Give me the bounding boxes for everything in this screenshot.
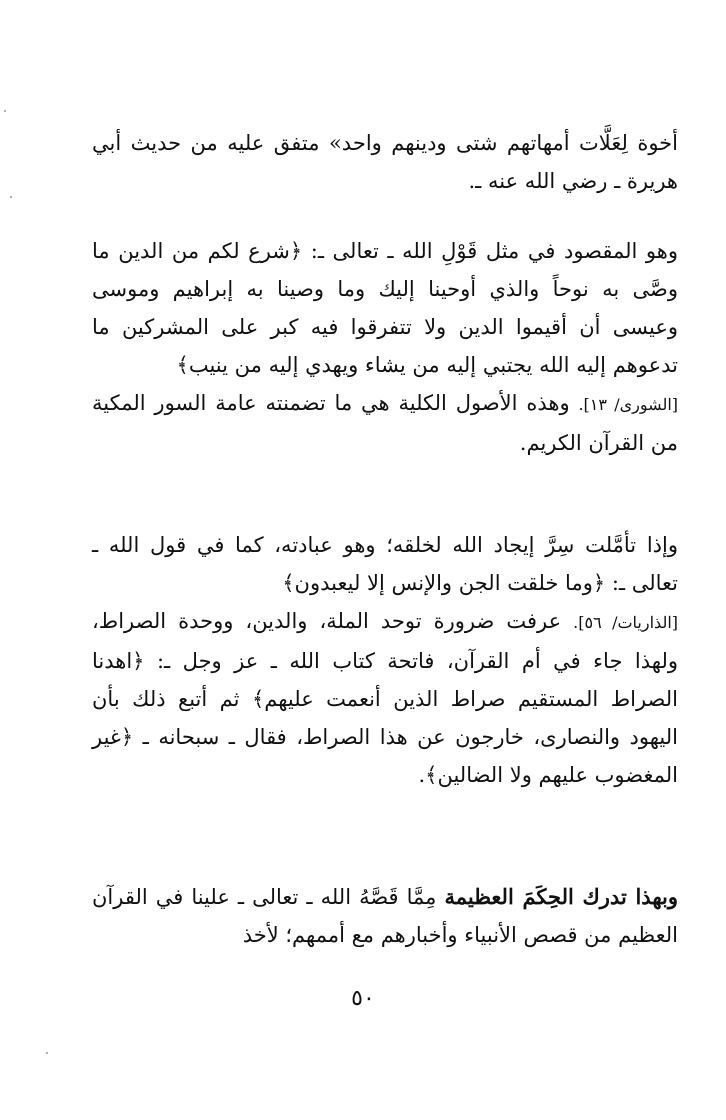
quran-reference-dhariyat: [الذاريات/ ٥٦]. xyxy=(573,613,679,632)
paragraph-1-text: أخوة لِعَلَّات أمهاتهم شتى ودينهم واحد» متفق عليه من حديث أبي هريرة ـ رضي الله عنه ـ. xyxy=(92,131,678,193)
scan-speck xyxy=(10,196,12,198)
scan-speck xyxy=(4,110,6,112)
quran-reference-shura: [الشورى/ ١٣]. xyxy=(578,395,679,414)
page-number: ٥٠ xyxy=(351,986,375,1011)
paragraph-3 xyxy=(92,526,678,794)
paragraph-4-text: مِمَّا قَصَّهُ الله ـ تعالى ـ علينا في القرآن العظيم من قصص الأنبياء وأخبارهم مع أممهم؛ لأخذ xyxy=(92,885,678,947)
paragraph-3-text-continued: عرفت ضرورة توحد الملة، والدين، ووحدة الصراط، ولهذا جاء في أم القرآن، فاتحة كتاب الله ـ عز وجل ـ: ﴿اهدنا الصراط المستقيم صراط الذين أنعمت عليهم﴾ ثم أتبع ذلك بأن اليهود والنصارى، خارجون عن هذا الصراط، فقال ـ سبحانه ـ ﴿غير المغضوب عليهم ولا الضالين﴾. xyxy=(92,609,678,787)
paragraph-4-bold-text: وبهذا تدرك الحِكَمَ العظيمة xyxy=(444,884,678,909)
paragraph-3-text: وإذا تأمَّلت سِرَّ إيجاد الله لخلقه؛ وهو عبادته، كما في قول الله ـ تعالى ـ: ﴿وما خلقت الجن والإنس إلا ليعبدون﴾ xyxy=(92,533,678,595)
paragraph-2-text-continued: وهذه الأصول الكلية هي ما تضمنته عامة السور المكية من القرآن الكريم. xyxy=(92,391,678,455)
paragraph-2-text: وهو المقصود في مثل قَوْلِ الله ـ تعالى ـ: ﴿شرع لكم من الدين ما وصَّى به نوحاً والذي أوحينا إليك وما وصينا به إبراهيم وموسى وعيسى أن أقيموا الدين ولا تتفرقوا فيه كبر على المشركين ما تدعوهم إليه الله يجتبي إليه من يشاء ويهدي إليه من ينيب﴾ xyxy=(92,239,678,377)
paragraph-2 xyxy=(92,232,678,462)
paragraph-4 xyxy=(92,878,678,954)
scan-speck xyxy=(46,1052,48,1054)
paragraph-1 xyxy=(92,124,678,200)
